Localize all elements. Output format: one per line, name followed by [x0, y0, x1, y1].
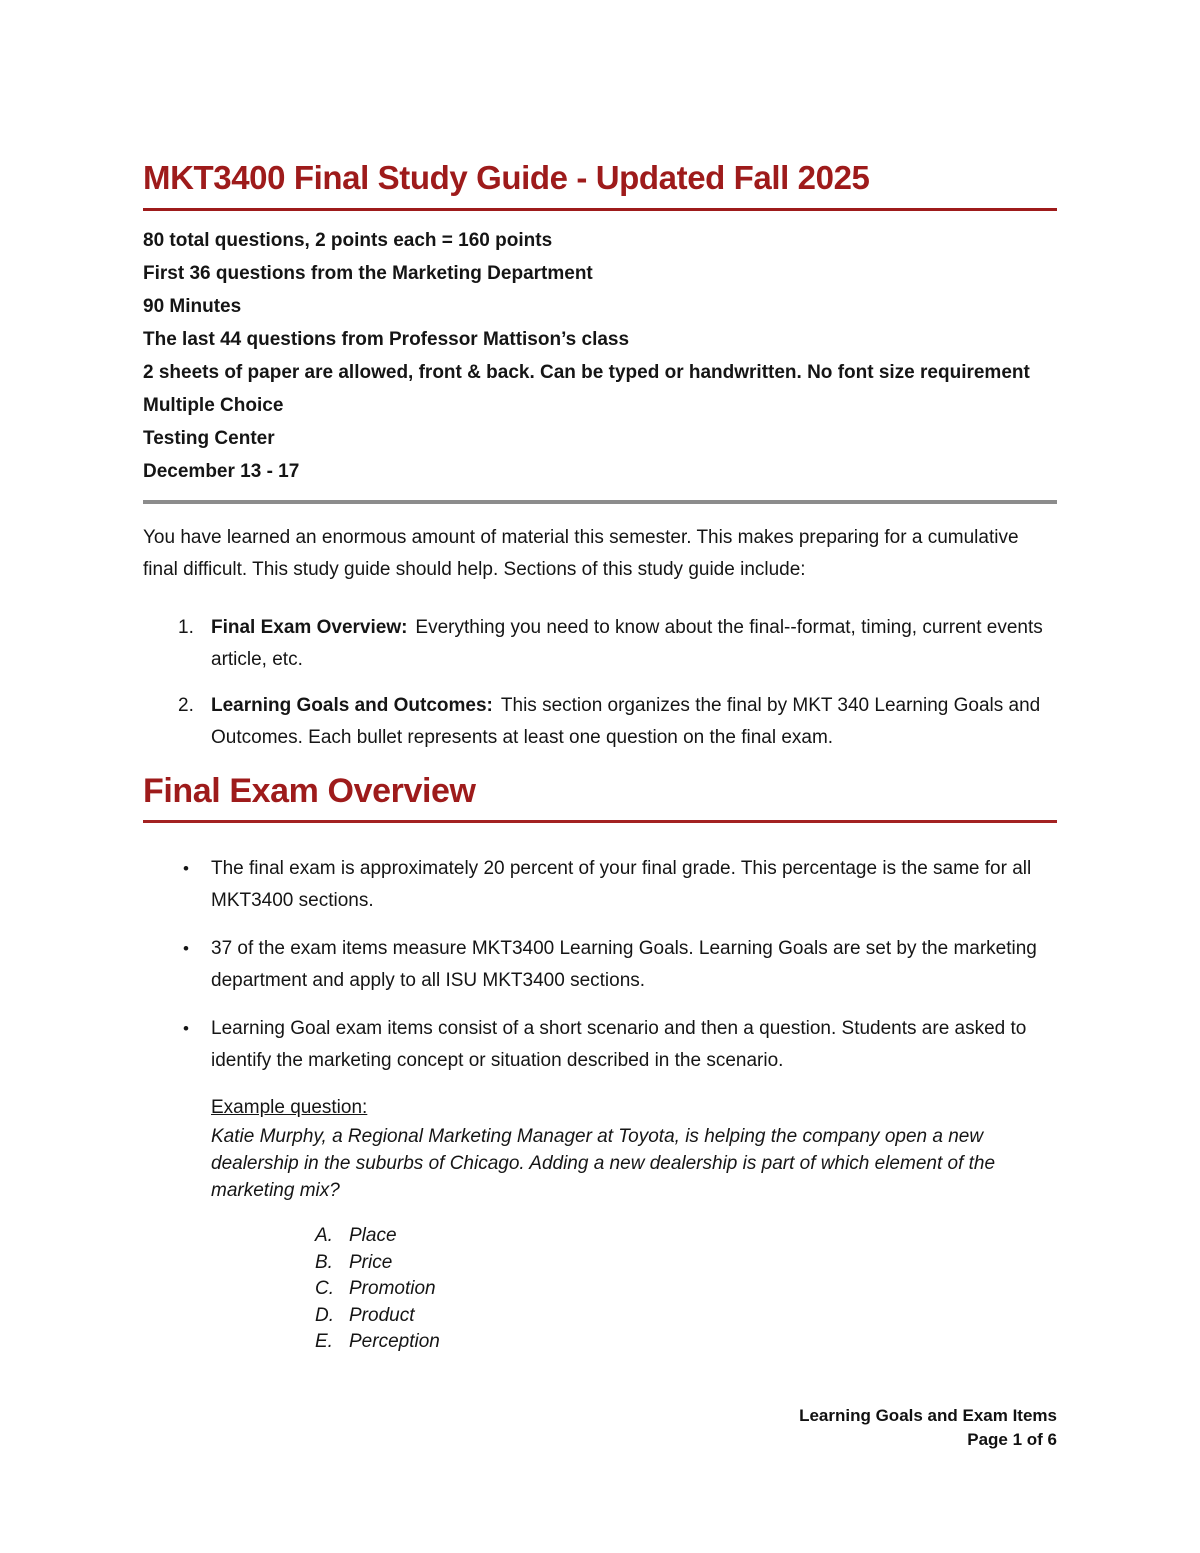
answer-option	[315, 1303, 1057, 1330]
list-item-label: Learning Goals and Outcomes:	[211, 695, 493, 716]
exam-info-line: 80 total questions, 2 points each = 160 points	[143, 230, 553, 251]
option-text: Perception	[349, 1331, 440, 1352]
list-item-text	[211, 612, 1057, 676]
exam-info-line: Testing Center	[143, 428, 275, 449]
exam-info-line: The last 44 questions from Professor Mattison’s class	[143, 329, 630, 350]
list-item-body: Everything you need to know about the final--format, timing, current events article, etc.	[211, 617, 1043, 670]
option-text: Product	[349, 1304, 415, 1326]
footer-section-title: Learning Goals and Exam Items	[799, 1406, 1057, 1425]
option-letter: E.	[315, 1331, 333, 1352]
option-text: Place	[349, 1225, 397, 1246]
example-question-block	[211, 1093, 1057, 1356]
list-item-body: This section organizes the final by MKT 340 Learning Goals and Outcomes. Each bullet represents at least one question on the final exam.	[211, 695, 1041, 748]
bullet-text: The final exam is approximately 20 percent of your final grade. This percentage is the same for all MKT3400 sections.	[211, 858, 1032, 911]
bullet-icon: •	[183, 1019, 189, 1038]
option-letter: B.	[315, 1251, 333, 1273]
bullet-icon: •	[183, 939, 189, 958]
page-title: MKT3400 Final Study Guide - Updated Fall 2025	[143, 156, 1057, 211]
exam-info-line: First 36 questions from the Marketing Department	[143, 263, 593, 284]
option-letter: C.	[315, 1278, 334, 1299]
exam-info-line: Multiple Choice	[143, 395, 284, 416]
answer-option	[315, 1329, 1057, 1356]
bullet-text: 37 of the exam items measure MKT3400 Learning Goals. Learning Goals are set by the marketing department and apply to all ISU MKT3400 sections.	[211, 938, 1037, 991]
list-item-number: 2.	[178, 695, 194, 716]
list-item-number: 1.	[178, 617, 194, 638]
exam-info-line: 2 sheets of paper are allowed, front & back. Can be typed or handwritten. No font size requirement	[143, 362, 1030, 383]
exam-info-line: 90 Minutes	[143, 296, 242, 317]
answer-option	[315, 1250, 1057, 1277]
intro-paragraph: You have learned an enormous amount of material this semester. This makes preparing for a cumulative final difficult. This study guide should help. Sections of this study guide include:	[143, 527, 1019, 580]
option-letter: D.	[315, 1304, 334, 1326]
option-letter: A.	[315, 1225, 333, 1246]
overview-bullet-list	[143, 853, 1057, 1077]
overview-heading: Final Exam Overview	[143, 768, 1057, 823]
answer-options-list	[315, 1223, 1057, 1356]
exam-info-block	[143, 224, 1057, 504]
list-item	[143, 612, 1057, 676]
answer-option	[315, 1223, 1057, 1250]
example-question-text: Katie Murphy, a Regional Marketing Manager at Toyota, is helping the company open a new dealership in the suburbs of Chicago. Adding a new dealership is part of which element of the marketing mix?	[211, 1126, 996, 1201]
option-text: Price	[349, 1251, 393, 1273]
exam-info-line: December 13 - 17	[143, 461, 300, 482]
page-footer	[799, 1404, 1057, 1452]
list-item	[143, 690, 1057, 754]
bullet-item	[143, 853, 1057, 917]
bullet-text: Learning Goal exam items consist of a short scenario and then a question. Students are asked to identify the marketing concept or situation described in the scenario.	[211, 1018, 1027, 1071]
option-text: Promotion	[349, 1278, 436, 1299]
answer-option	[315, 1276, 1057, 1303]
bullet-icon: •	[183, 859, 189, 878]
list-item-label: Final Exam Overview:	[211, 617, 408, 638]
example-question-label: Example question:	[211, 1097, 368, 1118]
bullet-item	[143, 1013, 1057, 1077]
list-item-text	[211, 690, 1057, 754]
footer-page-number: Page 1 of 6	[967, 1430, 1057, 1449]
bullet-item	[143, 933, 1057, 997]
guide-sections-list	[143, 612, 1057, 754]
